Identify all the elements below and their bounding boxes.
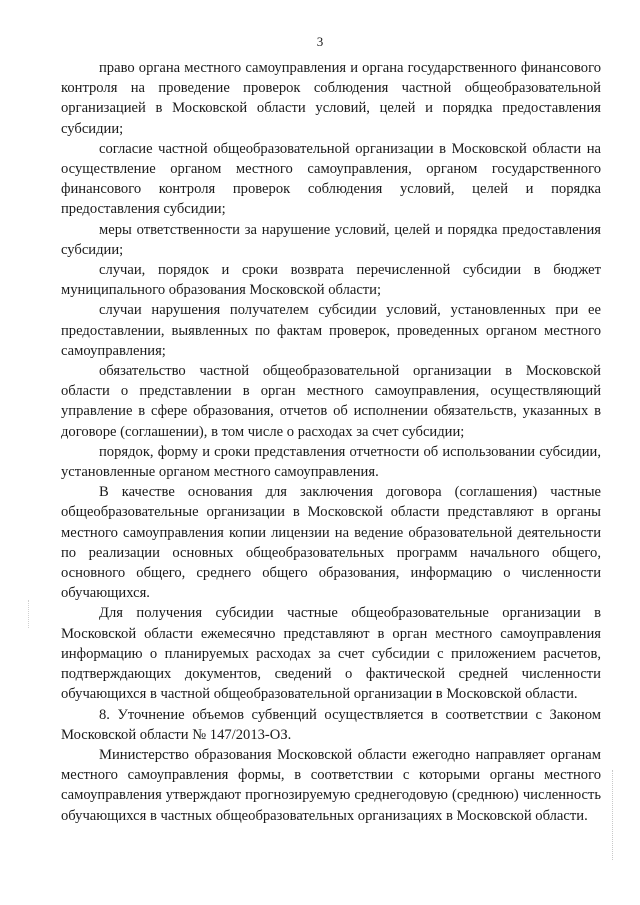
scan-artifact-right — [612, 770, 615, 860]
paragraph-reporting-obligation: обязательство частной общеобразовательной организации в Московской области о представлении в орган местного самоуправления, осуществляющий управление в сфере образования, отчетов об исполнении обязательств, указанных в договоре (соглашении), в том числе о расходах за счет субсидии; — [61, 363, 601, 440]
page-number: 3 — [316, 34, 324, 49]
document-body — [61, 58, 601, 826]
paragraph-consent: согласие частной общеобразовательной организации в Московской области на осуществление органом местного самоуправления, органом государственного финансового контроля проверок соблюдения условий, целей и порядка предоставления субсидии; — [61, 140, 601, 218]
paragraph-monthly-submission: Для получения субсидии частные общеобразовательные организации в Московской области ежемесячно представляют в орган местного самоуправления информацию о планируемых расходах за счет субсидии с приложением расчетов, подтверждающих документов, сведений о фактической средней численности обучающихся в частной общеобразовательной организации в Московской области. — [61, 605, 601, 703]
paragraph-liability: меры ответственности за нарушение условий, целей и порядка предоставления субсидии; — [61, 221, 601, 258]
paragraph-violations: случаи нарушения получателем субсидии условий, установленных при ее предоставлении, выявленных по фактам проверок, проведенных органом местного самоуправления; — [61, 302, 601, 359]
paragraph-contract-basis: В качестве основания для заключения договора (соглашения) частные общеобразовательные организации в Московской области представляют в органы местного самоуправления копии лицензии на ведение образовательной деятельности по реализации основных общеобразовательных программ начального общего, основного общего, среднего общего образования, информацию о численности обучающихся. — [61, 484, 601, 602]
paragraph-section-8: 8. Уточнение объемов субвенций осуществляется в соответствии с Законом Московской области № 147/2013-ОЗ. — [61, 706, 601, 743]
paragraph-reporting-form: порядок, форму и сроки представления отчетности об использовании субсидии, установленные органом местного самоуправления. — [61, 443, 601, 481]
paragraph-right-of-control: право органа местного самоуправления и органа государственного финансового контроля на проведение проверок соблюдения частной общеобразовательной организацией в Московской области условий, целей и порядка предоставления субсидии; — [61, 60, 601, 137]
paragraph-ministry-forms: Министерство образования Московской области ежегодно направляет органам местного самоуправления формы, в соответствии с которыми органы местного самоуправления утверждают прогнозируемую среднегодовую (среднюю) численность обучающихся в частных общеобразовательных организациях в Московской области. — [61, 746, 601, 824]
paragraph-refund: случаи, порядок и сроки возврата перечисленной субсидии в бюджет муниципального образования Московской области; — [61, 262, 601, 299]
scan-artifact-left — [28, 600, 30, 628]
